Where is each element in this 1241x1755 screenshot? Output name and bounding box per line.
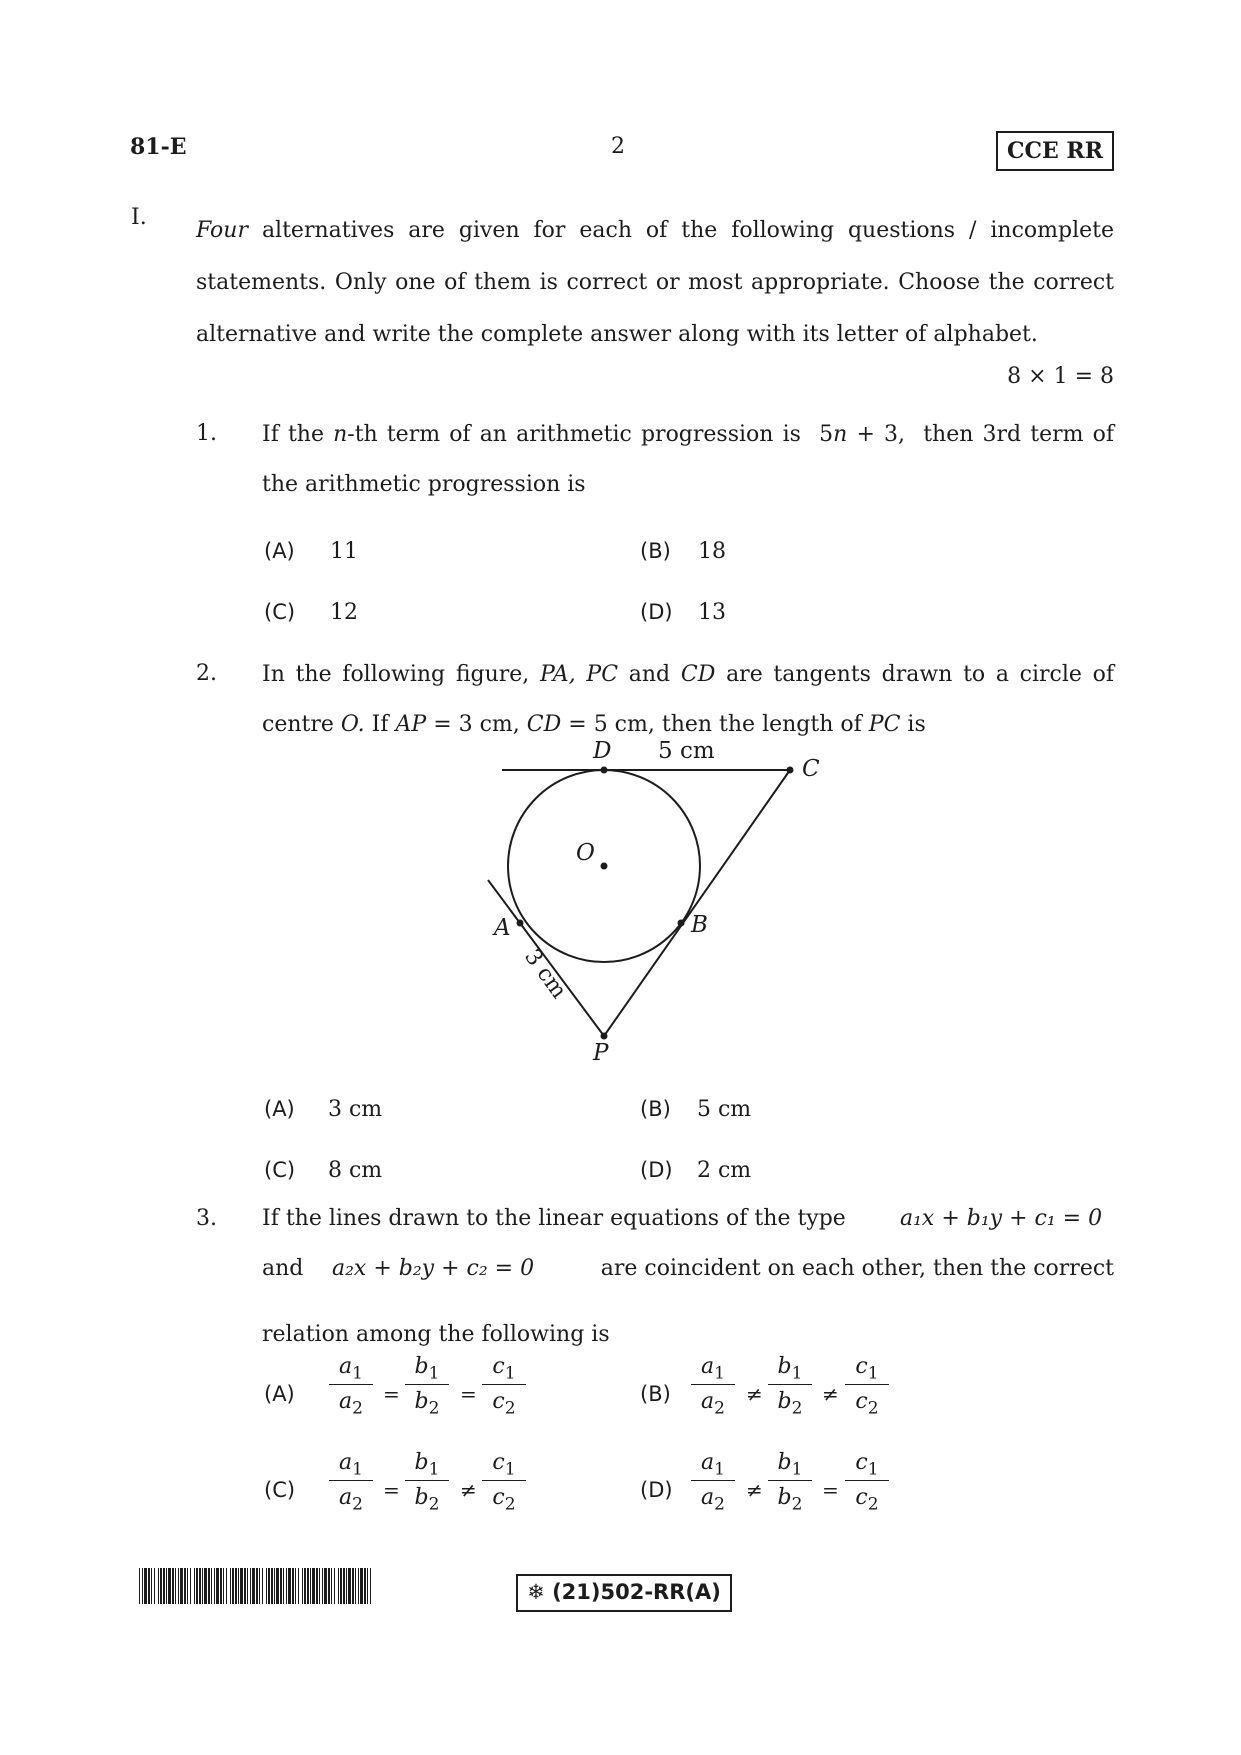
barcode-bar <box>238 1568 239 1604</box>
q1-option-c-value: 12 <box>330 600 358 625</box>
q3-option-d-letter: (D) <box>640 1478 673 1502</box>
q3-equation-1: a₁x + b₁y + c₁ = 0 <box>900 1206 1103 1231</box>
q2-ap-val: = 3 cm, <box>433 712 520 737</box>
barcode-bar <box>204 1568 207 1604</box>
series-badge: CCE RR <box>996 131 1114 171</box>
q3-c-frac-c: $c_1$ $c_2$ <box>482 1448 526 1513</box>
barcode-bar <box>214 1568 215 1604</box>
q2-option-a-value: 3 cm <box>328 1097 383 1122</box>
barcode-bar <box>223 1568 224 1604</box>
barcode-bar <box>292 1568 294 1604</box>
q2-text-1: In the following figure, <box>262 662 530 687</box>
q3-and: and <box>262 1256 304 1281</box>
barcode-bar <box>244 1568 246 1604</box>
q3-b-frac-b: $b_1$ $b_2$ <box>768 1352 812 1417</box>
q2-option-c-value: 8 cm <box>328 1158 383 1183</box>
q3-a-frac-a: $a_1$ $a_2$ <box>329 1352 373 1417</box>
q2-and: and <box>628 662 671 687</box>
q3-option-c-letter: (C) <box>264 1478 296 1502</box>
barcode-bar <box>252 1568 255 1604</box>
barcode-bar <box>250 1568 251 1604</box>
q2-cd: CD <box>680 662 716 687</box>
barcode-bar <box>199 1568 201 1604</box>
barcode-bar <box>166 1568 167 1604</box>
q1-text-b: -th term of an arithmetic progression is <box>347 422 801 447</box>
barcode-bar <box>160 1568 162 1604</box>
page-number: 2 <box>611 134 625 159</box>
tangent-line-pc <box>604 770 790 1036</box>
barcode-bar <box>307 1568 309 1604</box>
point-d <box>601 767 608 774</box>
q3-c-frac-a: $a_1$ $a_2$ <box>329 1448 373 1513</box>
q1-var-n: n <box>333 422 348 447</box>
q3-c-rel-1: = <box>383 1478 400 1502</box>
barcode-bar <box>151 1568 152 1604</box>
barcode-bar <box>355 1568 356 1604</box>
barcode-bar <box>216 1568 219 1604</box>
question-2-number: 2. <box>196 661 217 686</box>
q3-c-frac-b: $b_1$ $b_2$ <box>405 1448 449 1513</box>
barcode-bar <box>334 1568 335 1604</box>
q2-pa: PA, <box>540 662 576 687</box>
barcode-bar <box>240 1568 243 1604</box>
barcode-bar <box>364 1568 366 1604</box>
barcode-bar <box>178 1568 179 1604</box>
q3-b-rel-1: ≠ <box>746 1382 763 1406</box>
barcode-bar <box>276 1568 279 1604</box>
barcode-bar <box>274 1568 275 1604</box>
barcode-bar <box>304 1568 306 1604</box>
point-b <box>678 920 685 927</box>
barcode-bar <box>187 1568 188 1604</box>
q2-pc2: PC <box>868 712 901 737</box>
barcode-icon <box>139 1568 371 1604</box>
q2-option-d-letter: (D) <box>640 1158 673 1182</box>
barcode-bar <box>190 1568 191 1604</box>
instruction-text: alternatives are given for each of the following questions / incomplete statements. Only one of them is correct or most appropriate. Choose the correct alternative and write the complete answer along with its letter of alphabet. <box>196 218 1114 347</box>
barcode-bar <box>346 1568 347 1604</box>
barcode-bar <box>358 1568 359 1604</box>
q3-d-frac-c: $c_1$ $c_2$ <box>845 1448 889 1513</box>
barcode-bar <box>259 1568 260 1604</box>
q2-o: O. <box>340 712 365 737</box>
q3-option-b-letter: (B) <box>640 1382 671 1406</box>
instruction-lead: Four <box>196 218 248 243</box>
label-b: B <box>691 912 708 938</box>
label-o: O <box>576 840 595 866</box>
q2-option-c-letter: (C) <box>264 1158 296 1182</box>
barcode-bar <box>175 1568 176 1604</box>
barcode-bar <box>286 1568 287 1604</box>
barcode-bar <box>163 1568 165 1604</box>
barcode-bar <box>340 1568 342 1604</box>
barcode-bar <box>148 1568 150 1604</box>
label-a: A <box>494 915 511 941</box>
q2-option-b-letter: (B) <box>640 1097 671 1121</box>
q1-option-d-value: 13 <box>698 600 726 625</box>
q2-option-b-value: 5 cm <box>697 1097 752 1122</box>
question-3-number: 3. <box>196 1206 217 1231</box>
question-1-number: 1. <box>196 421 217 446</box>
barcode-bar <box>324 1568 327 1604</box>
q3-b-frac-a: $a_1$ $a_2$ <box>691 1352 735 1417</box>
q1-option-a-letter: (A) <box>264 539 295 563</box>
q1-expr-coef: 5 <box>819 422 834 447</box>
barcode-bar <box>288 1568 291 1604</box>
barcode-bar <box>370 1568 371 1604</box>
q1-expr-rest: + 3, <box>856 422 905 447</box>
point-a <box>517 920 524 927</box>
q2-if: If <box>371 712 389 737</box>
q2-option-d-value: 2 cm <box>697 1158 752 1183</box>
point-p <box>601 1033 608 1040</box>
q1-option-b-letter: (B) <box>640 539 671 563</box>
q1-option-b-value: 18 <box>698 539 726 564</box>
q1-option-c-letter: (C) <box>264 600 296 624</box>
q2-pc: PC <box>586 662 619 687</box>
tangent-circle-figure <box>480 730 840 1070</box>
section-instruction <box>196 205 1114 361</box>
q2-is: is <box>907 712 926 737</box>
barcode-bar <box>328 1568 330 1604</box>
barcode-bar <box>232 1568 234 1604</box>
barcode-bar <box>142 1568 143 1604</box>
q2-ap: AP <box>395 712 427 737</box>
label-5cm: 5 cm <box>658 738 715 764</box>
barcode-bar <box>158 1568 159 1604</box>
barcode-bar <box>220 1568 222 1604</box>
q3-a-rel-2: = <box>460 1382 477 1406</box>
barcode-bar <box>271 1568 273 1604</box>
footer-paper-code: ❄ (21)502-RR(A) <box>516 1574 732 1612</box>
barcode-bar <box>298 1568 299 1604</box>
barcode-bar <box>202 1568 203 1604</box>
barcode-bar <box>230 1568 231 1604</box>
q2-cd2: CD <box>526 712 562 737</box>
q3-a-frac-b: $b_1$ $b_2$ <box>405 1352 449 1417</box>
q2-text-2: are tangents drawn to a circle of centre <box>262 662 1115 737</box>
barcode-bar <box>262 1568 263 1604</box>
barcode-bar <box>139 1568 140 1604</box>
barcode-bar <box>319 1568 320 1604</box>
q1-text-a: If the <box>262 422 324 447</box>
q3-b-frac-c: $c_1$ $c_2$ <box>845 1352 889 1417</box>
barcode-bar <box>235 1568 237 1604</box>
barcode-bar <box>302 1568 303 1604</box>
barcode-bar <box>322 1568 323 1604</box>
q2-option-a-letter: (A) <box>264 1097 295 1121</box>
barcode-bar <box>266 1568 267 1604</box>
q3-d-frac-a: $a_1$ $a_2$ <box>691 1448 735 1513</box>
label-3cm: 3 cm <box>519 944 572 1004</box>
q1-option-d-letter: (D) <box>640 600 673 624</box>
barcode-bar <box>184 1568 186 1604</box>
barcode-bar <box>144 1568 147 1604</box>
barcode-bar <box>280 1568 282 1604</box>
q1-text-c: then 3rd term of the arithmetic progression is <box>262 422 1114 497</box>
barcode-bar <box>172 1568 174 1604</box>
q1-option-a-value: 11 <box>330 539 358 564</box>
q3-option-a-letter: (A) <box>264 1382 295 1406</box>
barcode-bar <box>360 1568 363 1604</box>
q3-text-3: relation among the following is <box>262 1322 610 1347</box>
label-d: D <box>593 738 612 764</box>
label-p: P <box>593 1040 609 1066</box>
q3-c-rel-2: ≠ <box>460 1478 477 1502</box>
barcode-bar <box>247 1568 248 1604</box>
barcode-bar <box>295 1568 296 1604</box>
question-1-text <box>262 410 1114 510</box>
barcode-bar <box>268 1568 270 1604</box>
barcode-bar <box>316 1568 318 1604</box>
q3-b-rel-2: ≠ <box>822 1382 839 1406</box>
barcode-bar <box>180 1568 183 1604</box>
barcode-bar <box>194 1568 195 1604</box>
barcode-bar <box>348 1568 351 1604</box>
q3-d-rel-1: ≠ <box>746 1478 763 1502</box>
q3-text-1: If the lines drawn to the linear equations of the type <box>262 1206 846 1231</box>
barcode-bar <box>283 1568 284 1604</box>
q3-a-frac-c: $c_1$ $c_2$ <box>482 1352 526 1417</box>
barcode-bar <box>256 1568 258 1604</box>
q3-a-rel-1: = <box>383 1382 400 1406</box>
barcode-bar <box>338 1568 339 1604</box>
barcode-bar <box>208 1568 210 1604</box>
label-c: C <box>802 756 820 782</box>
q3-equation-2: a₂x + b₂y + c₂ = 0 <box>332 1256 535 1281</box>
barcode-bar <box>367 1568 368 1604</box>
marks-scheme: 8 × 1 = 8 <box>1007 364 1114 389</box>
q3-d-frac-b: $b_1$ $b_2$ <box>768 1448 812 1513</box>
paper-code: 81-E <box>130 134 187 160</box>
section-number: I. <box>131 205 147 230</box>
q3-text-2: are coincident on each other, then the correct <box>600 1256 1114 1281</box>
barcode-bar <box>154 1568 155 1604</box>
point-o <box>601 863 608 870</box>
point-c <box>787 767 794 774</box>
barcode-bar <box>331 1568 332 1604</box>
barcode-bar <box>312 1568 315 1604</box>
q2-cd-val: = 5 cm, then the length of <box>568 712 862 737</box>
barcode-bar <box>226 1568 227 1604</box>
barcode-bar <box>196 1568 198 1604</box>
barcode-bar <box>168 1568 171 1604</box>
q3-d-rel-2: = <box>822 1478 839 1502</box>
barcode-bar <box>310 1568 311 1604</box>
barcode-bar <box>352 1568 354 1604</box>
barcode-bar <box>343 1568 345 1604</box>
barcode-bar <box>211 1568 212 1604</box>
q1-expr-var: n <box>833 422 848 447</box>
